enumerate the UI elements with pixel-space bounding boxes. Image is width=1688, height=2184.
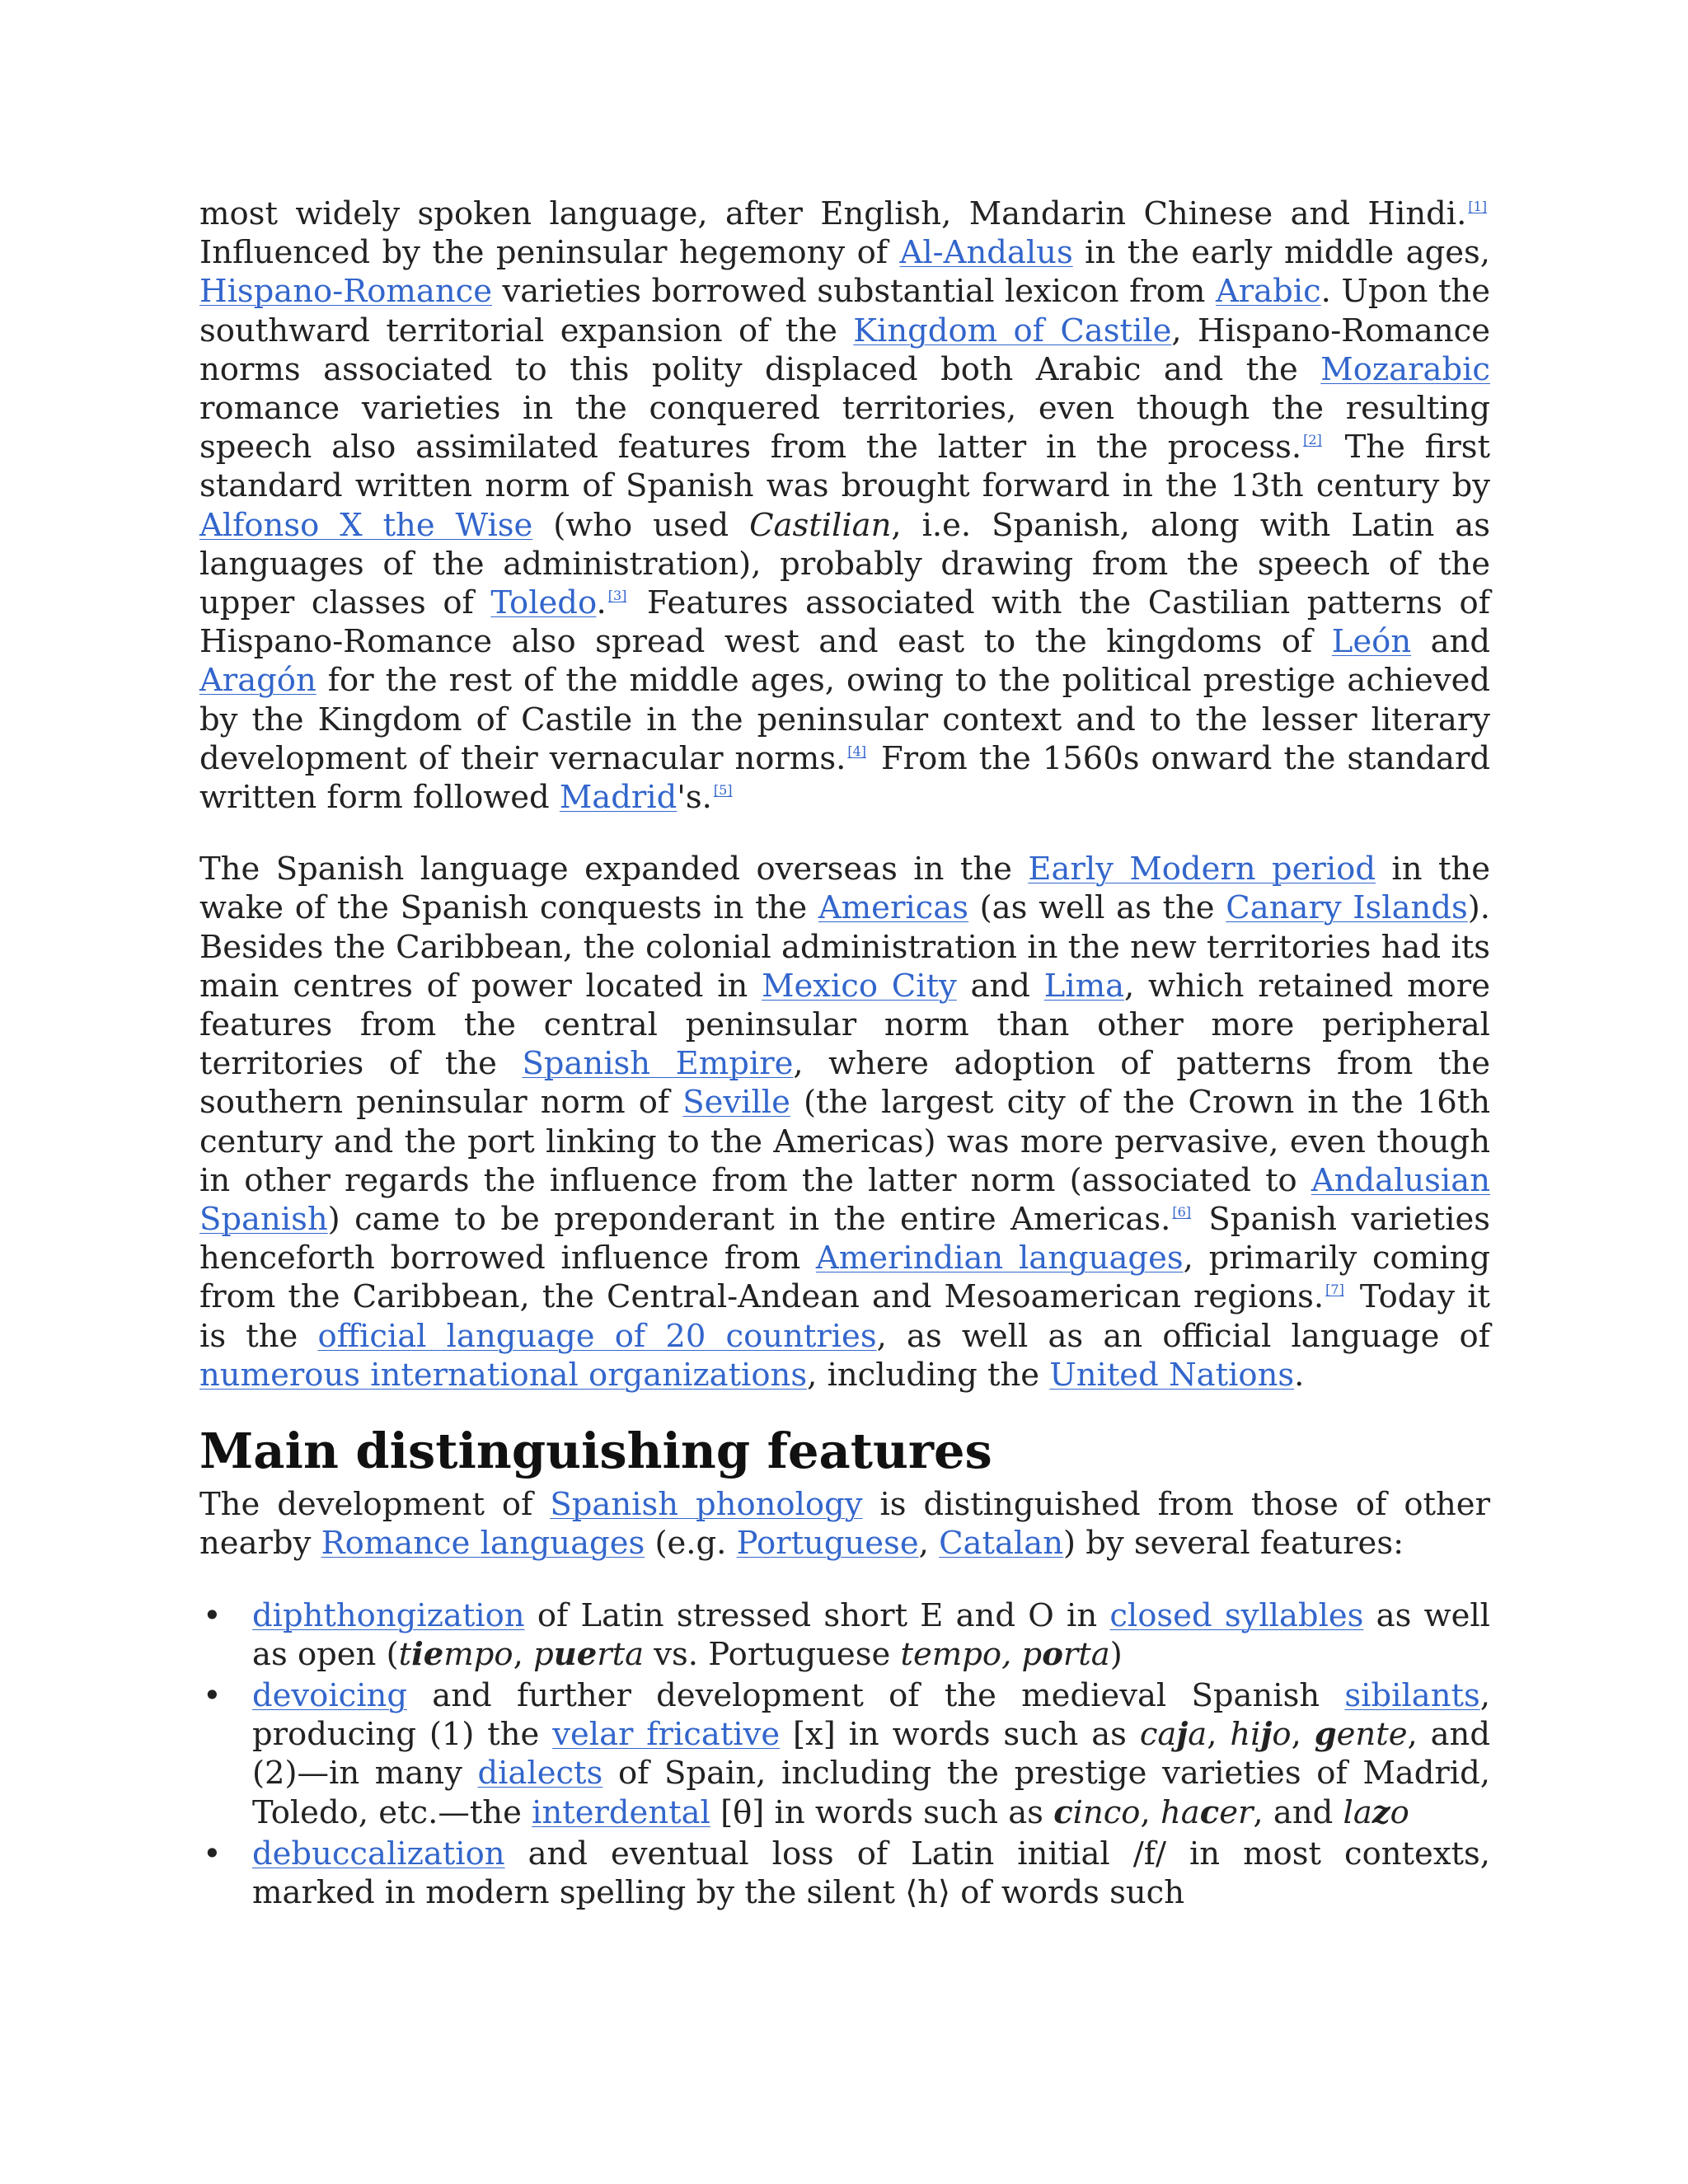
text: , [1140, 1793, 1160, 1831]
link-spanish-phonology[interactable]: Spanish phonology [550, 1486, 863, 1524]
text: . [1294, 1356, 1305, 1394]
italic-term: Castilian [749, 506, 892, 544]
link-catalan[interactable]: Catalan [939, 1525, 1063, 1563]
link-devoicing[interactable]: devoicing [252, 1676, 407, 1714]
bullet-icon: • [203, 1835, 222, 1872]
section-heading: Main distinguishing features [199, 1422, 992, 1480]
text: vs. Portuguese [644, 1635, 901, 1673]
text: Features associated with the Castilian patterns of Hispano-Romance also spread west and east to the kingdoms of [199, 584, 1490, 661]
text: The development of [199, 1486, 551, 1524]
text: , i.e. Spanish, along with Latin as languages of the administration), probably drawing from the speech of the upper classes of [199, 506, 1490, 622]
word-part: a [1188, 1716, 1207, 1754]
text: , and (2)—in many [252, 1716, 1490, 1793]
text: , primarily coming from the Caribbean, the Central-Andean and Mesoamerican regions. [199, 1240, 1490, 1316]
link-dialects[interactable]: dialects [477, 1755, 603, 1793]
link-debuccalization[interactable]: debuccalization [252, 1835, 505, 1872]
text: The first standard written norm of Spanish was brought forward in the 13th century by [199, 429, 1490, 505]
word-part: er [1219, 1793, 1254, 1831]
link-aragon[interactable]: Aragón [199, 662, 316, 700]
text: of Spain, including the prestige varieties of Madrid, Toledo, etc.—the [252, 1755, 1490, 1831]
text: [θ] in words such as [710, 1793, 1054, 1831]
text: and [1411, 623, 1490, 661]
paragraph-expansion [199, 850, 1490, 1394]
link-leon[interactable]: León [1331, 623, 1412, 661]
text: in the wake of the Spanish conquests in the [199, 851, 1491, 927]
list-item [203, 1596, 1490, 1674]
text: (who used [532, 506, 750, 544]
word-part: rta [1062, 1635, 1110, 1673]
article-page [199, 194, 1490, 1915]
word-highlight: c [1053, 1793, 1073, 1831]
link-velar-fricative[interactable]: velar fricative [552, 1716, 781, 1754]
word-part: t [398, 1635, 412, 1673]
link-spanish-empire[interactable]: Spanish Empire [522, 1045, 794, 1083]
link-canary-islands[interactable]: Canary Islands [1226, 889, 1468, 927]
paragraph-history-origins [199, 194, 1490, 817]
link-portuguese[interactable]: Portuguese [736, 1525, 919, 1563]
text: romance varieties in the conquered territories, even though the resulting speech also assimilated features from the latter in the process. [199, 390, 1490, 466]
citation-link[interactable]: [3] [607, 588, 627, 604]
link-alfonso-x[interactable]: Alfonso X the Wise [199, 506, 533, 544]
text: and [956, 967, 1044, 1005]
word-part: ente [1336, 1716, 1408, 1754]
word-part: ca [1139, 1716, 1177, 1754]
paragraph-features-intro [199, 1485, 1490, 1563]
link-arabic[interactable]: Arabic [1215, 273, 1321, 311]
example-word [1160, 1794, 1253, 1831]
text: From the 1560s onward the standard written form followed [199, 739, 1490, 817]
text: is distinguished from those of other nearby [199, 1486, 1490, 1563]
text: ) [1109, 1635, 1123, 1673]
text: , Hispano-Romance norms associated to this polity displaced both Arabic and the [199, 312, 1490, 388]
word-part: la [1343, 1793, 1372, 1831]
text: ). Besides the Caribbean, the colonial administration in the new territories had its main centres of power located in [199, 889, 1490, 1005]
text: [x] in words such as [780, 1716, 1140, 1754]
text: . [596, 584, 607, 622]
text: . Upon the southward territorial expansion of the [199, 273, 1490, 349]
link-mexico-city[interactable]: Mexico City [762, 967, 957, 1005]
citation-ref[interactable] [1325, 1282, 1344, 1297]
word-highlight: ie [411, 1635, 444, 1673]
link-amerindian-languages[interactable]: Amerindian languages [815, 1240, 1184, 1277]
text: , producing (1) the [252, 1676, 1490, 1754]
text: ) by several features: [1063, 1525, 1404, 1563]
text: , which retained more features from the central peninsular norm than other more peripheral territories of the [199, 967, 1490, 1083]
word-highlight: j [1260, 1716, 1273, 1754]
text: , [513, 1635, 534, 1673]
citation-link[interactable]: [2] [1303, 432, 1322, 448]
citation-ref[interactable] [1172, 1204, 1191, 1220]
text: and eventual loss of Latin initial /f/ in most contexts, marked in modern spelling by the silent ⟨h⟩ of words such [252, 1835, 1490, 1911]
word-part: tempo, p [900, 1635, 1043, 1673]
link-diphthongization[interactable]: diphthongization [252, 1596, 525, 1634]
text: ) came to be preponderant in the entire Americas. [327, 1201, 1171, 1239]
example-word [1230, 1716, 1291, 1753]
word-highlight: o [1042, 1635, 1063, 1673]
example-word [1140, 1716, 1207, 1753]
text: , as well as an official language of [876, 1317, 1490, 1355]
link-kingdom-of-castile[interactable]: Kingdom of Castile [853, 312, 1172, 349]
list-item [203, 1835, 1490, 1912]
link-toledo[interactable]: Toledo [490, 584, 597, 622]
example-word [900, 1636, 1109, 1673]
link-madrid[interactable]: Madrid [559, 779, 678, 817]
link-official-language-countries[interactable]: official language of 20 countries [317, 1317, 877, 1355]
link-americas[interactable]: Americas [818, 889, 968, 927]
link-al-andalus[interactable]: Al-Andalus [899, 234, 1073, 272]
text: , [918, 1525, 940, 1563]
link-andalusian-spanish[interactable]: Andalusian Spanish [199, 1161, 1490, 1239]
text: of Latin stressed short E and O in [524, 1596, 1110, 1634]
citation-link[interactable]: [1] [1468, 199, 1487, 214]
features-list [199, 1596, 1490, 1913]
word-highlight: j [1176, 1716, 1189, 1754]
citation-link[interactable]: [7] [1325, 1282, 1344, 1298]
text: , [1291, 1716, 1315, 1754]
text: as well as open ( [252, 1596, 1490, 1673]
link-united-nations[interactable]: United Nations [1049, 1356, 1295, 1394]
text: The Spanish language expanded overseas in the [199, 851, 1029, 888]
text: (the largest city of the Crown in the 16th century and the port linking to the Americas) was more pervasive, even though in other regards the influence from the latter norm (associated to [199, 1084, 1491, 1199]
text: 's. [677, 779, 712, 817]
link-seville[interactable]: Seville [682, 1084, 790, 1122]
text: in the early middle ages, [1072, 234, 1490, 272]
link-early-modern-period[interactable]: Early Modern period [1028, 851, 1376, 888]
citation-ref[interactable] [1468, 199, 1487, 214]
citation-ref[interactable] [1303, 432, 1322, 448]
word-part: inco [1072, 1793, 1141, 1831]
text: Today it is the [199, 1278, 1490, 1355]
link-romance-languages[interactable]: Romance languages [321, 1525, 645, 1563]
text: varieties borrowed substantial lexicon from [492, 273, 1216, 311]
text: , where adoption of patterns from the southern peninsular norm of [199, 1045, 1490, 1122]
text: , [1207, 1716, 1231, 1754]
bullet-icon: • [203, 1596, 222, 1634]
bullet-icon: • [203, 1676, 222, 1714]
word-part: o [1390, 1793, 1409, 1831]
word-part: rta [597, 1635, 645, 1673]
link-lima[interactable]: Lima [1043, 967, 1125, 1005]
link-international-organizations[interactable]: numerous international organizations [199, 1356, 808, 1394]
link-mozarabic[interactable]: Mozarabic [1320, 350, 1490, 388]
citation-ref[interactable] [847, 743, 866, 759]
word-highlight: c [1199, 1793, 1220, 1831]
example-word [1315, 1716, 1408, 1753]
word-part: o [1272, 1716, 1292, 1754]
word-highlight: g [1314, 1716, 1337, 1754]
word-highlight: ue [553, 1635, 598, 1673]
text: most widely spoken language, after English, Mandarin Chinese and Hindi. [199, 195, 1467, 232]
text: , and [1253, 1793, 1343, 1831]
example-word [533, 1636, 644, 1673]
text: and further development of the medieval Spanish [407, 1676, 1345, 1714]
text: , including the [807, 1356, 1050, 1394]
link-closed-syllables[interactable]: closed syllables [1109, 1596, 1364, 1634]
text: (e.g. [645, 1525, 737, 1563]
text: for the rest of the middle ages, owing to the political prestige achieved by the Kingdom of Castile in the peninsular context and to the lesser literary development of their vernacular norms. [199, 662, 1490, 777]
example-word [1053, 1794, 1140, 1831]
link-interdental[interactable]: interdental [532, 1793, 710, 1831]
citation-link[interactable]: [4] [847, 743, 866, 759]
word-part: mpo [443, 1635, 513, 1673]
example-word [1343, 1794, 1409, 1831]
word-highlight: z [1372, 1793, 1390, 1831]
word-part: p [533, 1635, 554, 1673]
list-item [203, 1676, 1490, 1832]
citation-link[interactable]: [5] [713, 782, 733, 799]
word-part: ha [1160, 1793, 1200, 1831]
text: (as well as the [968, 889, 1226, 927]
link-sibilants[interactable]: sibilants [1344, 1676, 1480, 1714]
citation-ref[interactable] [608, 588, 627, 603]
word-part: hi [1230, 1716, 1261, 1754]
example-word [399, 1636, 513, 1673]
text: Influenced by the peninsular hegemony of [199, 234, 900, 272]
citation-ref[interactable] [714, 782, 733, 798]
citation-link[interactable]: [6] [1172, 1204, 1192, 1221]
text: Spanish varieties henceforth borrowed influence from [199, 1201, 1490, 1277]
link-hispano-romance[interactable]: Hispano-Romance [199, 273, 492, 311]
